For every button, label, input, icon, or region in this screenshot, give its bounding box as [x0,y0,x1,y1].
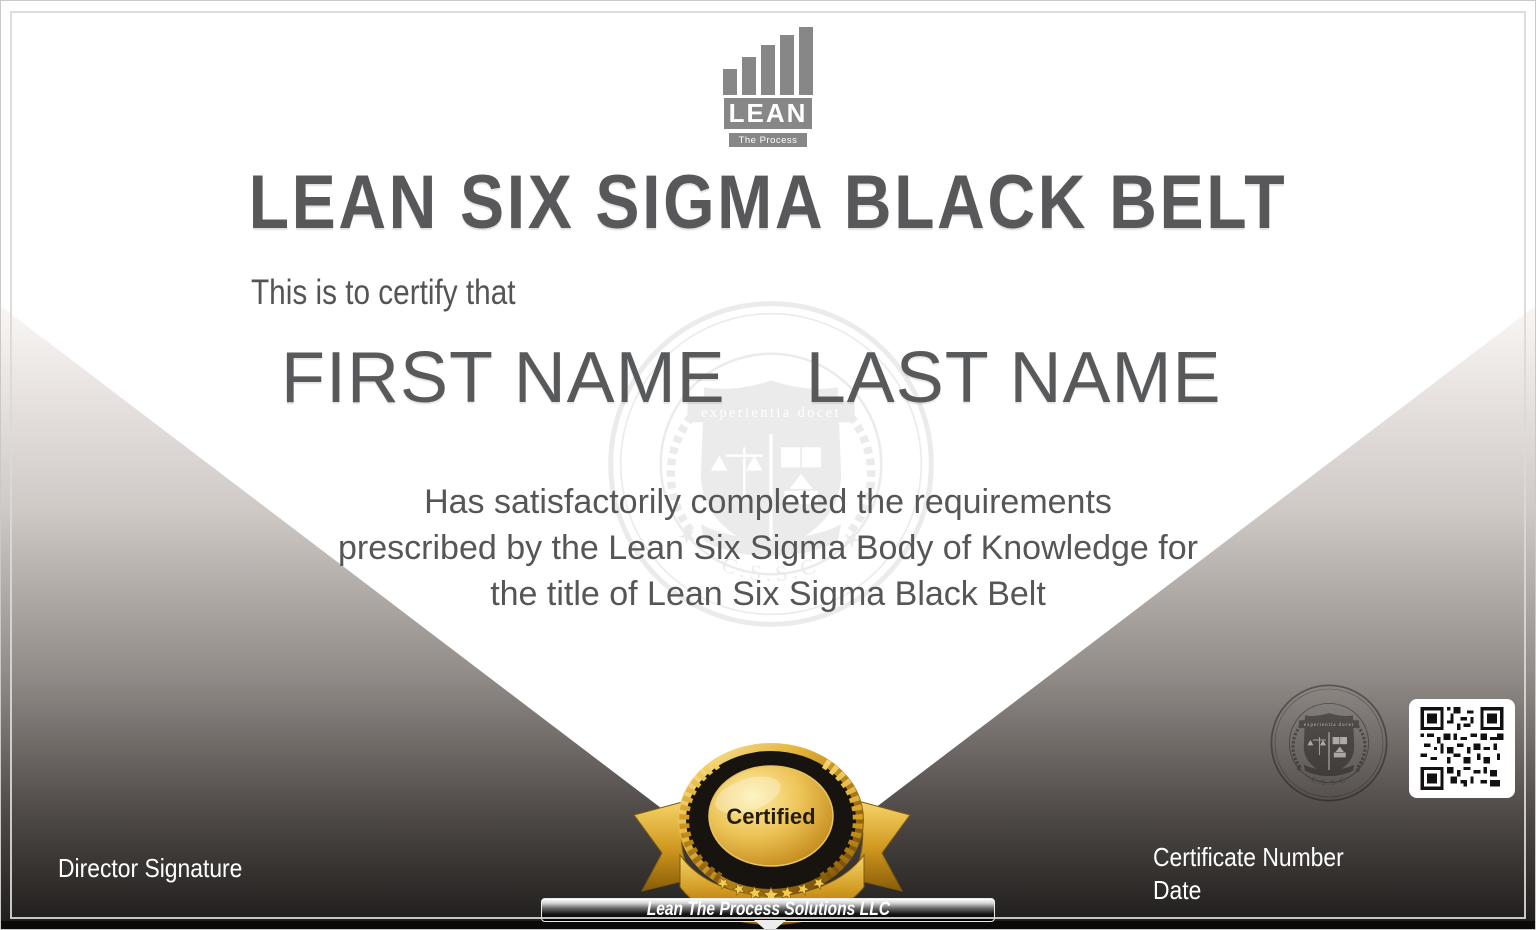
director-signature-label [58,853,268,884]
qr-code-icon [1409,699,1515,798]
certify-line [251,273,562,313]
bar-chart-logo-icon [723,27,813,95]
date-label: Date [1153,875,1202,905]
corner-seal-icon [1269,683,1389,803]
logo-tagline: The Process [729,133,807,147]
recipient-last-name: LAST NAME [805,338,1222,418]
company-footer-bar [541,898,995,922]
body-line: prescribed by the Lean Six Sigma Body of Knowledge for [338,529,1198,567]
body-line: the title of Lean Six Sigma Black Belt [490,575,1046,613]
certificate-body [1,479,1535,617]
recipient-first-name: FIRST NAME [281,338,726,418]
certificate-title [1,159,1535,246]
director-signature-text: Director Signature [58,853,243,883]
certify-line-text: This is to certify that [251,273,516,312]
certificate-meta [1153,841,1370,907]
body-line: Has satisfactorily completed the requirements [424,483,1112,521]
certificate-number-label: Certificate Number [1153,842,1344,872]
company-name: Lean The Process Solutions LLC [646,899,890,920]
certificate-title-text: LEAN SIX SIGMA BLACK BELT [248,160,1288,245]
recipient-name [281,337,1222,419]
badge-label: Certified [726,804,816,829]
lean-logo [1,27,1535,147]
logo-name: LEAN [724,98,812,129]
